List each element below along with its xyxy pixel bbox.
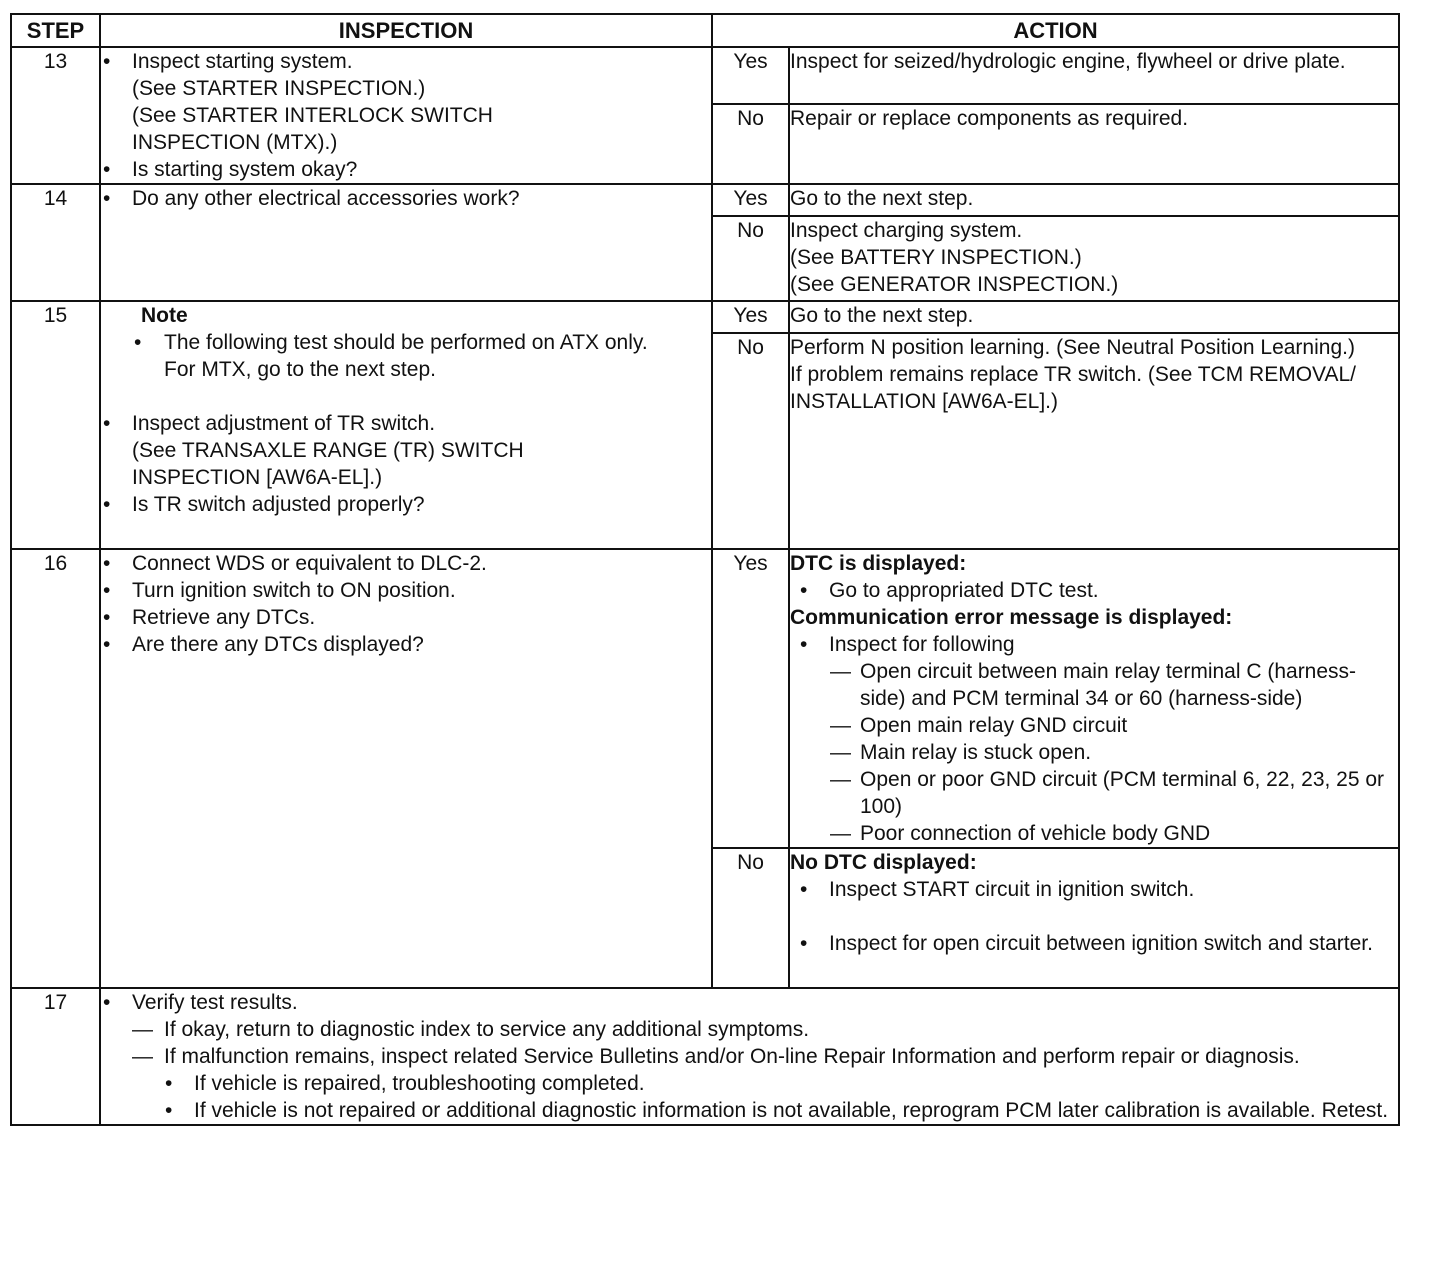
yes-action: Go to the next step.	[789, 301, 1399, 333]
step-14-inspection	[100, 184, 712, 301]
inspection-line: • Retrieve any DTCs.	[101, 604, 711, 631]
yes-label: Yes	[712, 47, 789, 104]
action-item: • Go to appropriated DTC test.	[798, 577, 1398, 604]
yes-label: Yes	[712, 301, 789, 333]
inspection-line: • Inspect adjustment of TR switch.	[101, 410, 711, 437]
yes-action: Go to the next step.	[789, 184, 1399, 216]
no-label: No	[712, 104, 789, 184]
step-13-inspection	[100, 47, 712, 184]
inspection-question: • Are there any DTCs displayed?	[101, 631, 711, 658]
inspection-reference: (See STARTER INTERLOCK SWITCH INSPECTION (MTX).)	[132, 104, 493, 154]
no-label: No	[712, 848, 789, 988]
action-line: Inspect charging system.	[790, 219, 1023, 242]
no-action	[789, 216, 1399, 301]
no-action	[789, 848, 1399, 988]
inspection-line: • Verify test results.	[101, 989, 1392, 1016]
diagnostic-table	[10, 13, 1400, 1126]
action-item: • Inspect for following	[798, 631, 1398, 658]
step-15-inspection	[100, 301, 712, 549]
inspection-reference: (See TRANSAXLE RANGE (TR) SWITCH INSPECTION [AW6A-EL].)	[132, 439, 524, 489]
header-inspection: INSPECTION	[100, 14, 712, 47]
no-action: Perform N position learning. (See Neutral Position Learning.) If problem remains replace TR switch. (See TCM REMOVAL/ INSTALLATION [AW6A-EL].)	[789, 333, 1399, 549]
note-title: Note	[141, 304, 188, 327]
yes-action	[789, 549, 1399, 848]
step-16-inspection	[100, 549, 712, 988]
inspection-line: • Inspect starting system.	[101, 48, 711, 75]
step-17-row	[11, 988, 1399, 1125]
inspection-question: • Is TR switch adjusted properly?	[101, 491, 711, 518]
inspection-reference: (See STARTER INSPECTION.)	[132, 77, 426, 100]
yes-label: Yes	[712, 549, 789, 848]
result-subitem: • If vehicle is repaired, troubleshooting completed.	[101, 1070, 1392, 1097]
header-step: STEP	[11, 14, 100, 47]
yes-label: Yes	[712, 184, 789, 216]
inspection-line: • Turn ignition switch to ON position.	[101, 577, 711, 604]
step-14-number: 14	[11, 184, 100, 301]
step-16-number: 16	[11, 549, 100, 988]
no-action: Repair or replace components as required.	[789, 104, 1399, 184]
step-17-inspection	[100, 988, 1399, 1125]
action-reference: (See BATTERY INSPECTION.)	[790, 246, 1082, 269]
result-item: — If okay, return to diagnostic index to service any additional symptoms.	[101, 1016, 1392, 1043]
action-reference: (See GENERATOR INSPECTION.)	[790, 273, 1119, 296]
inspection-question: • Do any other electrical accessories work?	[101, 185, 711, 212]
action-item: • Inspect for open circuit between ignition switch and starter.	[798, 930, 1398, 957]
no-label: No	[712, 333, 789, 549]
result-subitem: • If vehicle is not repaired or additional diagnostic information is not available, reprogram PCM later calibration is available. Retest.	[101, 1097, 1392, 1124]
note-text: • The following test should be performed on ATX only.	[101, 329, 711, 356]
yes-action: Inspect for seized/hydrologic engine, flywheel or drive plate.	[789, 47, 1399, 104]
step-15-row-yes	[11, 301, 1399, 333]
action-item: • Inspect START circuit in ignition switch.	[798, 876, 1398, 903]
inspect-item: — Main relay is stuck open.	[790, 739, 1398, 766]
result-item: — If malfunction remains, inspect related Service Bulletins and/or On-line Repair Information and perform repair or diagnosis.	[101, 1043, 1392, 1070]
header-row	[11, 14, 1399, 47]
step-16-row-yes	[11, 549, 1399, 848]
inspection-question: • Is starting system okay?	[101, 156, 711, 183]
inspect-item: — Open or poor GND circuit (PCM terminal 6, 22, 23, 25 or 100)	[790, 766, 1398, 820]
note-subtext: For MTX, go to the next step.	[164, 358, 436, 381]
header-action: ACTION	[712, 14, 1399, 47]
step-17-number: 17	[11, 988, 100, 1125]
inspection-line: • Connect WDS or equivalent to DLC-2.	[101, 550, 711, 577]
dtc-displayed-heading: DTC is displayed:	[790, 552, 967, 575]
inspect-item: — Poor connection of vehicle body GND	[790, 820, 1398, 847]
inspect-item: — Open main relay GND circuit	[790, 712, 1398, 739]
step-14-row-yes	[11, 184, 1399, 216]
comm-error-heading: Communication error message is displayed:	[790, 606, 1233, 629]
step-15-number: 15	[11, 301, 100, 549]
no-label: No	[712, 216, 789, 301]
step-13-number: 13	[11, 47, 100, 184]
inspect-item: — Open circuit between main relay terminal C (harness-side) and PCM terminal 34 or 60 (harness-side)	[790, 658, 1398, 712]
no-dtc-heading: No DTC displayed:	[790, 851, 977, 874]
step-13-row-yes	[11, 47, 1399, 104]
